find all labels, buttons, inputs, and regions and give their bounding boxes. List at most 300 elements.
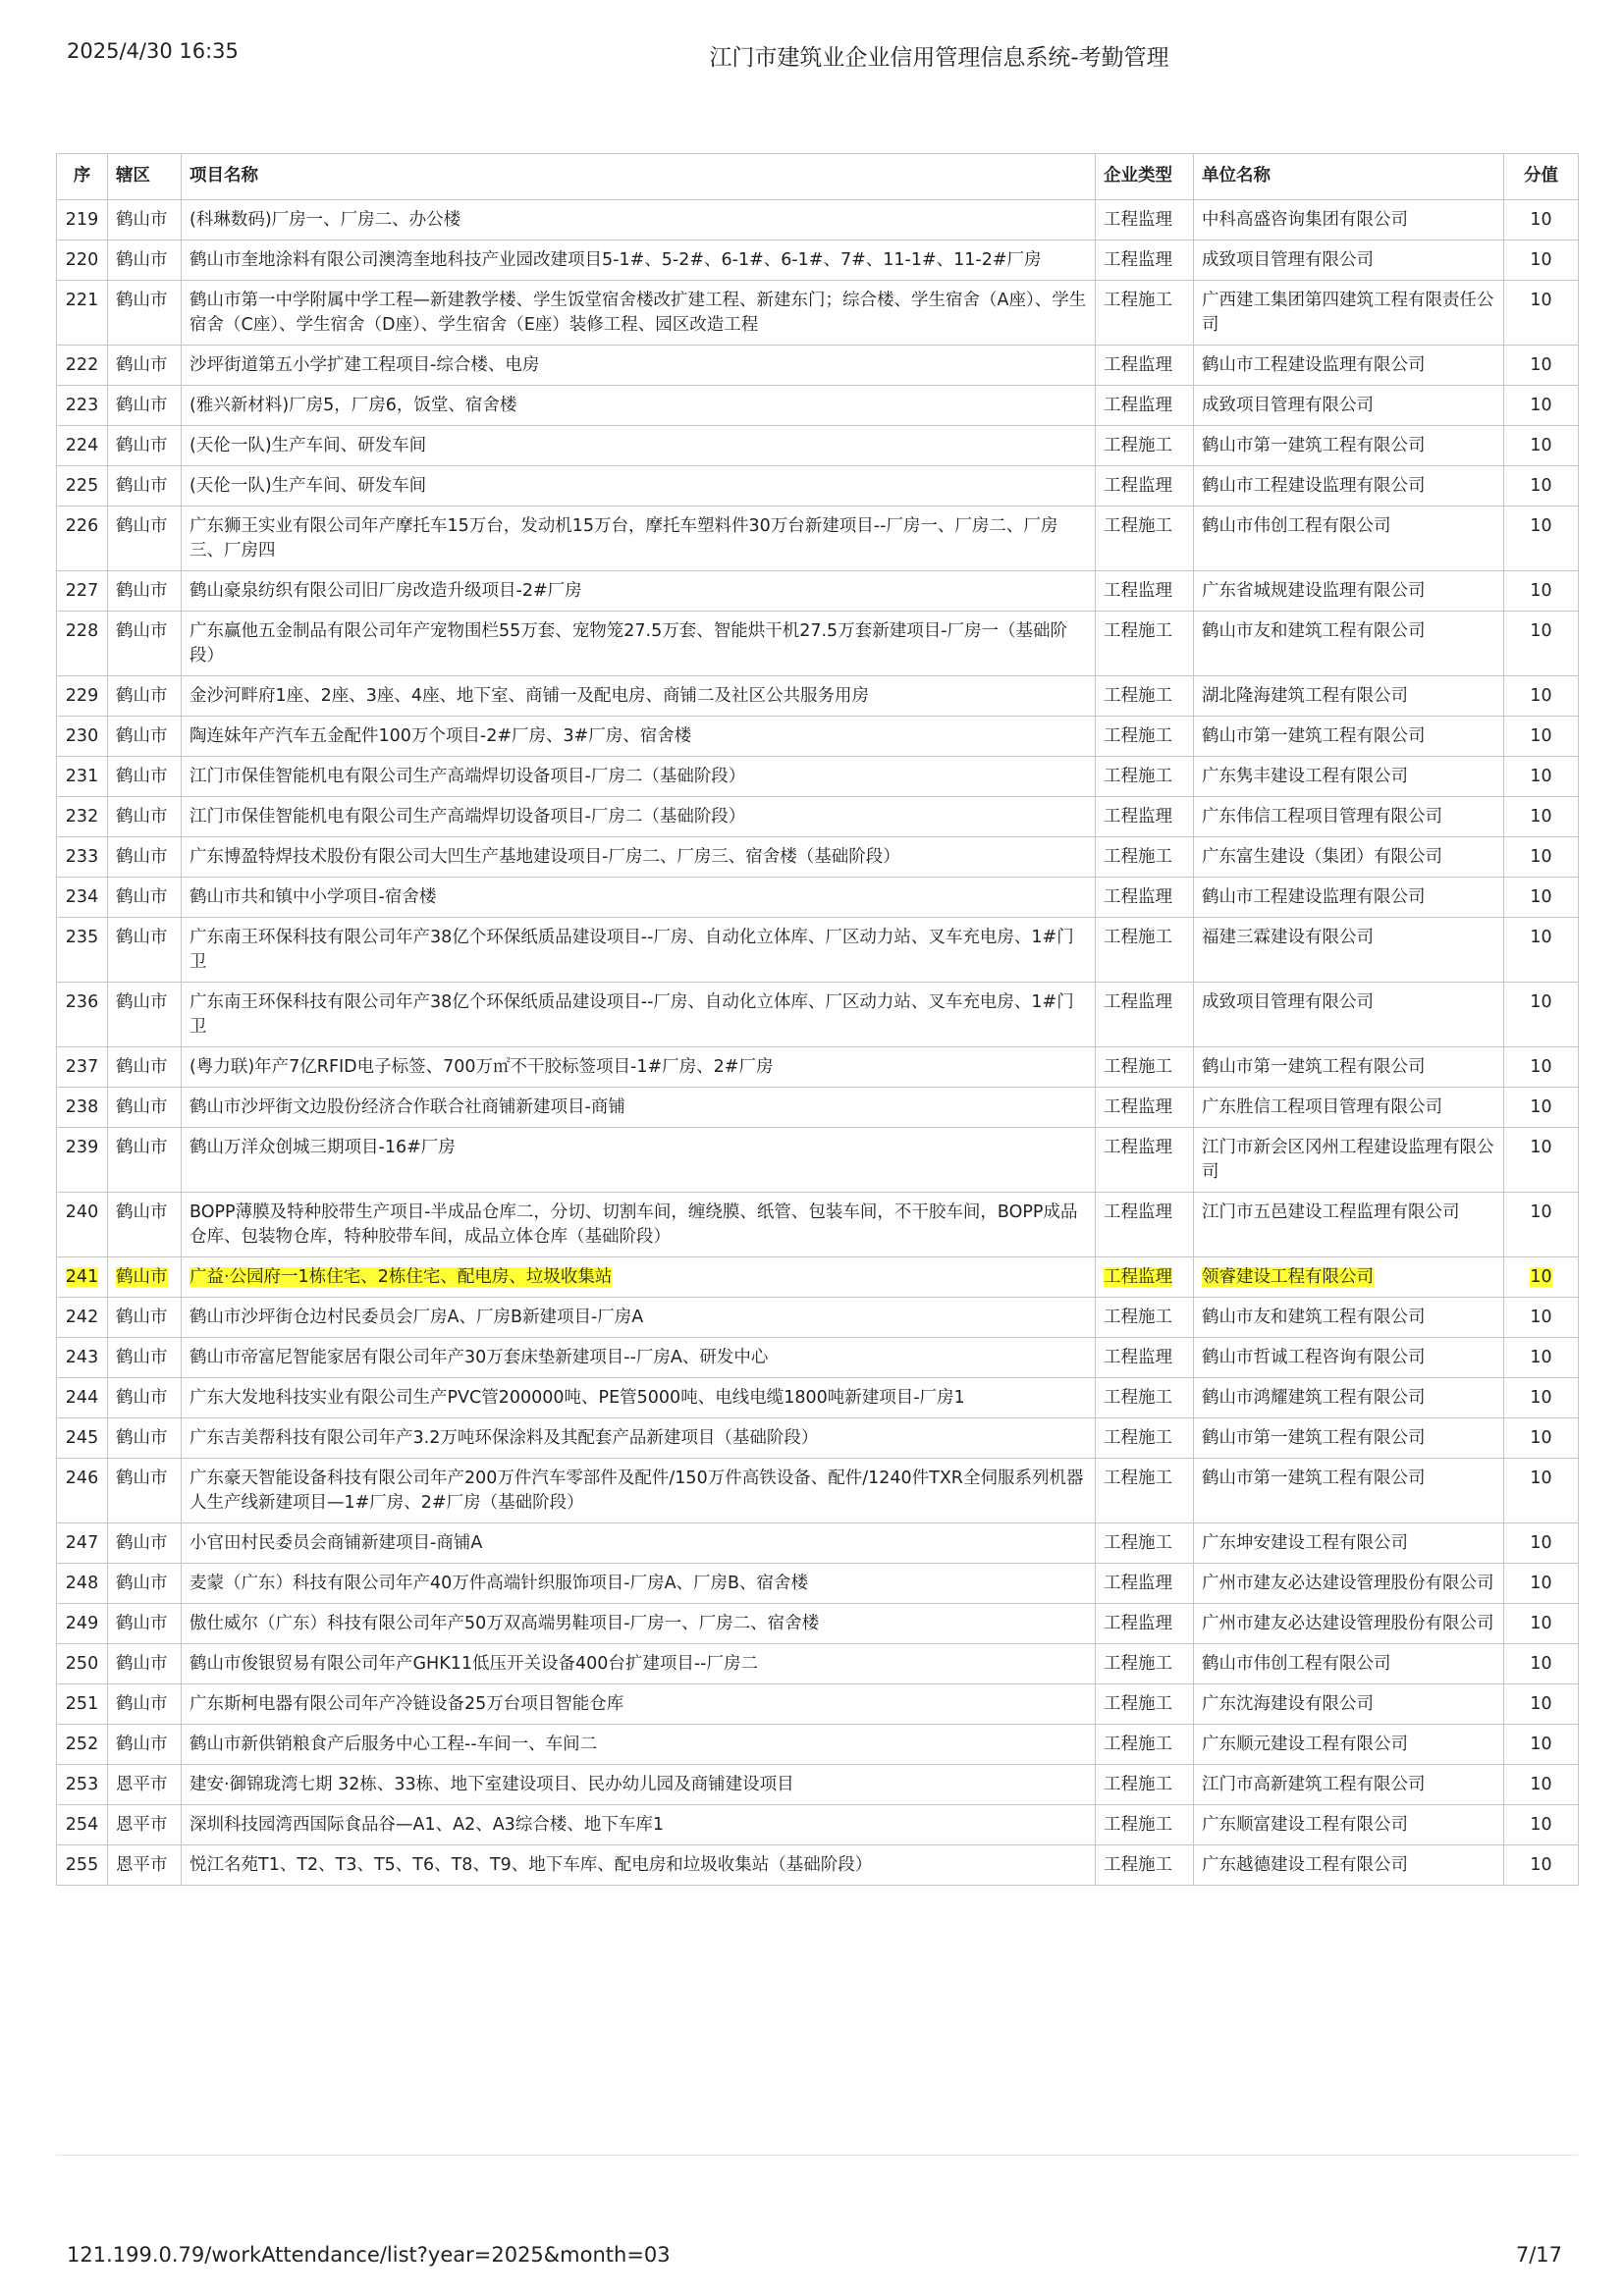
- cell-seq: [57, 1418, 108, 1459]
- cell-district-text: 鹤山市: [116, 476, 168, 496]
- cell-seq: [57, 1845, 108, 1886]
- cell-score: [1504, 1684, 1579, 1725]
- cell-project-text: (科琳数码)厂房一、厂房二、办公楼: [189, 210, 461, 230]
- cell-type-text: 工程施工: [1104, 686, 1172, 706]
- cell-seq-text: 253: [65, 1775, 99, 1794]
- cell-unit-text: 成致项目管理有限公司: [1202, 396, 1374, 415]
- cell-project: [182, 676, 1096, 717]
- cell-unit-text: 成致项目管理有限公司: [1202, 992, 1374, 1012]
- cell-type: [1096, 466, 1194, 507]
- page-title-text: 江门市建筑业企业信用管理信息系统-考勤管理: [709, 45, 1169, 71]
- cell-score: [1504, 426, 1579, 466]
- table-row: [57, 1257, 1579, 1298]
- cell-project-text: 广东斯柯电器有限公司年产冷链设备25万台项目智能仓库: [189, 1694, 624, 1714]
- cell-unit-text: 鹤山市伟创工程有限公司: [1202, 516, 1391, 536]
- cell-type-text: 工程监理: [1104, 1138, 1172, 1157]
- cell-project-text: 鹤山市共和镇中小学项目-宿舍楼: [189, 887, 437, 907]
- col-header-district: 辖区: [108, 154, 182, 200]
- cell-score: [1504, 1047, 1579, 1088]
- cell-score: [1504, 1257, 1579, 1298]
- cell-unit: [1194, 1378, 1504, 1418]
- cell-project: [182, 1128, 1096, 1193]
- cell-project-text: (雅兴新材料)厂房5，厂房6，饭堂、宿舍楼: [189, 396, 517, 415]
- cell-score: [1504, 1845, 1579, 1886]
- cell-score-text: 10: [1530, 1694, 1552, 1714]
- cell-score: [1504, 571, 1579, 612]
- cell-seq-text: 248: [65, 1574, 99, 1593]
- cell-score: [1504, 346, 1579, 386]
- cell-district-text: 鹤山市: [116, 726, 168, 746]
- cell-seq: [57, 1088, 108, 1128]
- cell-type: [1096, 837, 1194, 878]
- cell-type: [1096, 1523, 1194, 1564]
- cell-project: [182, 1684, 1096, 1725]
- cell-unit-text: 广东胜信工程项目管理有限公司: [1202, 1097, 1442, 1117]
- table-row: [57, 281, 1579, 346]
- cell-district-text: 鹤山市: [116, 621, 168, 641]
- cell-score-text: 10: [1530, 1775, 1552, 1794]
- cell-district: [108, 837, 182, 878]
- cell-score-text: 10: [1530, 1614, 1552, 1633]
- cell-project: [182, 797, 1096, 837]
- cell-district: [108, 1298, 182, 1338]
- cell-unit-text: 广东富生建设（集团）有限公司: [1202, 847, 1442, 867]
- cell-score-text: 10: [1530, 807, 1552, 827]
- cell-type-text: 工程监理: [1104, 1574, 1172, 1593]
- cell-seq: [57, 240, 108, 281]
- cell-type-text: 工程施工: [1104, 1654, 1172, 1674]
- cell-unit-text: 江门市高新建筑工程有限公司: [1202, 1775, 1426, 1794]
- cell-project: [182, 717, 1096, 757]
- cell-unit: [1194, 1418, 1504, 1459]
- cell-district-text: 鹤山市: [116, 1468, 168, 1488]
- cell-unit-text: 鹤山市工程建设监理有限公司: [1202, 355, 1426, 375]
- cell-unit: [1194, 983, 1504, 1047]
- cell-score-text: 10: [1530, 516, 1552, 536]
- col-header-project: 项目名称: [182, 154, 1096, 200]
- cell-type: [1096, 878, 1194, 918]
- cell-score-text: 10: [1530, 1654, 1552, 1674]
- cell-project-text: 鹤山市新供销粮食产后服务中心工程--车间一、车间二: [189, 1735, 598, 1754]
- cell-unit-text: 鹤山市第一建筑工程有限公司: [1202, 436, 1426, 455]
- cell-seq: [57, 612, 108, 676]
- table-row: [57, 1845, 1579, 1886]
- cell-score-text: 10: [1530, 291, 1552, 310]
- cell-seq-text: 238: [65, 1097, 99, 1117]
- cell-seq: [57, 1564, 108, 1604]
- cell-unit-text: 广西建工集团第四建筑工程有限责任公司: [1202, 291, 1494, 335]
- cell-seq: [57, 1128, 108, 1193]
- cell-unit: [1194, 466, 1504, 507]
- cell-seq-text: 225: [65, 476, 99, 496]
- table-row: [57, 757, 1579, 797]
- cell-district: [108, 717, 182, 757]
- table-row: [57, 1604, 1579, 1644]
- cell-score: [1504, 386, 1579, 426]
- table-row: [57, 676, 1579, 717]
- cell-type-text: 工程监理: [1104, 807, 1172, 827]
- cell-project-text: 鹤山万洋众创城三期项目-16#厂房: [189, 1138, 456, 1157]
- cell-unit-text: 鹤山市友和建筑工程有限公司: [1202, 1308, 1426, 1327]
- cell-type: [1096, 983, 1194, 1047]
- cell-seq-text: 224: [65, 436, 99, 455]
- cell-score: [1504, 1459, 1579, 1523]
- cell-type: [1096, 1684, 1194, 1725]
- cell-seq: [57, 1805, 108, 1845]
- cell-type-text: 工程施工: [1104, 1428, 1172, 1448]
- cell-unit-text: 鹤山市工程建设监理有限公司: [1202, 476, 1426, 496]
- cell-seq: [57, 1765, 108, 1805]
- cell-score: [1504, 1193, 1579, 1257]
- cell-project: [182, 1805, 1096, 1845]
- cell-score: [1504, 1564, 1579, 1604]
- cell-district: [108, 1418, 182, 1459]
- cell-district-text: 鹤山市: [116, 1202, 168, 1222]
- cell-type: [1096, 1378, 1194, 1418]
- cell-project: [182, 1765, 1096, 1805]
- table-row: [57, 571, 1579, 612]
- cell-score: [1504, 1644, 1579, 1684]
- cell-district: [108, 1193, 182, 1257]
- cell-project-text: 广东吉美帮科技有限公司年产3.2万吨环保涂料及其配套产品新建项目（基础阶段）: [189, 1428, 819, 1448]
- cell-unit-text: 鹤山市工程建设监理有限公司: [1202, 887, 1426, 907]
- cell-unit-text: 广东沈海建设有限公司: [1202, 1694, 1374, 1714]
- cell-seq-text: 230: [65, 726, 99, 746]
- cell-district: [108, 1765, 182, 1805]
- cell-score: [1504, 983, 1579, 1047]
- cell-project-text: 广东南王环保科技有限公司年产38亿个环保纸质品建设项目--厂房、自动化立体库、厂区动力站、叉车充电房、1#门卫: [189, 928, 1074, 972]
- cell-unit: [1194, 1459, 1504, 1523]
- cell-project-text: 鹤山市帝富尼智能家居有限公司年产30万套床垫新建项目--厂房A、研发中心: [189, 1348, 769, 1367]
- attendance-table: [56, 153, 1579, 1886]
- cell-type: [1096, 717, 1194, 757]
- cell-score-text: 10: [1530, 396, 1552, 415]
- cell-project: [182, 1644, 1096, 1684]
- cell-district-text: 鹤山市: [116, 1735, 168, 1754]
- cell-type-text: 工程监理: [1104, 1348, 1172, 1367]
- col-header-seq: 序: [57, 154, 108, 200]
- cell-project-text: 鹤山市俊银贸易有限公司年产GHK11低压开关设备400台扩建项目--厂房二: [189, 1654, 758, 1674]
- cell-district-text: 鹤山市: [116, 1388, 168, 1408]
- table-row: [57, 507, 1579, 571]
- cell-score: [1504, 240, 1579, 281]
- cell-type-text: 工程施工: [1104, 1308, 1172, 1327]
- table-row: [57, 1298, 1579, 1338]
- cell-district-text: 鹤山市: [116, 992, 168, 1012]
- cell-district-text: 鹤山市: [116, 210, 168, 230]
- cell-seq: [57, 1047, 108, 1088]
- cell-type: [1096, 571, 1194, 612]
- table-row: [57, 1805, 1579, 1845]
- cell-district: [108, 1684, 182, 1725]
- cell-seq: [57, 1523, 108, 1564]
- cell-score: [1504, 676, 1579, 717]
- cell-unit-text: 成致项目管理有限公司: [1202, 250, 1374, 270]
- cell-unit: [1194, 346, 1504, 386]
- cell-score-text: 10: [1530, 1097, 1552, 1117]
- cell-unit-text: 鹤山市第一建筑工程有限公司: [1202, 1057, 1426, 1077]
- cell-type: [1096, 1604, 1194, 1644]
- cell-unit-text: 福建三霖建设有限公司: [1202, 928, 1374, 947]
- table-row: [57, 386, 1579, 426]
- cell-seq: [57, 676, 108, 717]
- cell-type: [1096, 1047, 1194, 1088]
- cell-project: [182, 507, 1096, 571]
- cell-district-text: 鹤山市: [116, 1533, 168, 1553]
- cell-district: [108, 612, 182, 676]
- cell-seq-text: 251: [65, 1694, 99, 1714]
- cell-project: [182, 1338, 1096, 1378]
- table-row: [57, 1128, 1579, 1193]
- cell-project: [182, 1523, 1096, 1564]
- cell-seq-text: 242: [65, 1308, 99, 1327]
- table-body: [57, 200, 1579, 1886]
- cell-project: [182, 1604, 1096, 1644]
- cell-project: [182, 1418, 1096, 1459]
- cell-seq-text: 226: [65, 516, 99, 536]
- cell-score: [1504, 1418, 1579, 1459]
- cell-project-text: BOPP薄膜及特种胶带生产项目-半成品仓库二，分切、切割车间，缠绕膜、纸管、包装车间，不干胶车间，BOPP成品仓库、包装物仓库，特种胶带车间，成品立体仓库（基础阶段）: [189, 1202, 1078, 1247]
- cell-score-text: 10: [1530, 887, 1552, 907]
- col-header-type: 企业类型: [1096, 154, 1194, 200]
- cell-project-text: 广东博盈特焊技术股份有限公司大凹生产基地建设项目-厂房二、厂房三、宿舍楼（基础阶段）: [189, 847, 900, 867]
- cell-unit: [1194, 612, 1504, 676]
- page-number: 7/17: [1515, 2243, 1562, 2267]
- cell-type-text: 工程施工: [1104, 1735, 1172, 1754]
- cell-unit: [1194, 240, 1504, 281]
- cell-unit: [1194, 1604, 1504, 1644]
- cell-type: [1096, 1845, 1194, 1886]
- cell-type: [1096, 281, 1194, 346]
- cell-district: [108, 281, 182, 346]
- cell-project: [182, 346, 1096, 386]
- cell-type: [1096, 1805, 1194, 1845]
- cell-type: [1096, 757, 1194, 797]
- cell-unit: [1194, 676, 1504, 717]
- cell-district-text: 鹤山市: [116, 767, 168, 786]
- cell-seq: [57, 983, 108, 1047]
- cell-project-text: 江门市保佳智能机电有限公司生产高端焊切设备项目-厂房二（基础阶段）: [189, 767, 746, 786]
- cell-project-text: 鹤山市沙坪街文边股份经济合作联合社商铺新建项目-商铺: [189, 1097, 625, 1117]
- cell-type-text: 工程监理: [1104, 1097, 1172, 1117]
- table-row: [57, 1378, 1579, 1418]
- table-row: [57, 878, 1579, 918]
- cell-type-text: 工程监理: [1104, 355, 1172, 375]
- cell-score: [1504, 507, 1579, 571]
- cell-district: [108, 1644, 182, 1684]
- cell-district-text: 恩平市: [116, 1855, 168, 1875]
- cell-score-text: 10: [1530, 992, 1552, 1012]
- cell-score-text: 10: [1530, 250, 1552, 270]
- cell-score: [1504, 1088, 1579, 1128]
- cell-seq-text: 236: [65, 992, 99, 1012]
- cell-project: [182, 1047, 1096, 1088]
- cell-project: [182, 1298, 1096, 1338]
- cell-score: [1504, 200, 1579, 240]
- cell-seq-text: 255: [65, 1855, 99, 1875]
- cell-seq-text: 229: [65, 686, 99, 706]
- cell-district: [108, 1128, 182, 1193]
- cell-type: [1096, 1128, 1194, 1193]
- cell-score-text: 10: [1530, 726, 1552, 746]
- cell-score: [1504, 837, 1579, 878]
- cell-district: [108, 386, 182, 426]
- cell-type-text: 工程监理: [1104, 887, 1172, 907]
- cell-district: [108, 1047, 182, 1088]
- cell-type: [1096, 386, 1194, 426]
- cell-project-text: 广益·公园府一1栋住宅、2栋住宅、配电房、垃圾收集站: [189, 1267, 613, 1287]
- cell-district-text: 恩平市: [116, 1775, 168, 1794]
- cell-type: [1096, 1644, 1194, 1684]
- cell-type: [1096, 1338, 1194, 1378]
- cell-unit-text: 中科高盛咨询集团有限公司: [1202, 210, 1408, 230]
- cell-seq-text: 231: [65, 767, 99, 786]
- cell-type: [1096, 1088, 1194, 1128]
- cell-district-text: 鹤山市: [116, 887, 168, 907]
- cell-score: [1504, 1604, 1579, 1644]
- cell-project-text: 陶连妹年产汽车五金配件100万个项目-2#厂房、3#厂房、宿舍楼: [189, 726, 692, 746]
- cell-type: [1096, 507, 1194, 571]
- cell-unit-text: 领睿建设工程有限公司: [1202, 1267, 1374, 1287]
- cell-type-text: 工程监理: [1104, 1614, 1172, 1633]
- cell-score: [1504, 1338, 1579, 1378]
- cell-unit: [1194, 281, 1504, 346]
- cell-project: [182, 386, 1096, 426]
- cell-project-text: 麦蒙（广东）科技有限公司年产40万件高端针织服饰项目-厂房A、厂房B、宿舍楼: [189, 1574, 809, 1593]
- cell-district-text: 鹤山市: [116, 1097, 168, 1117]
- table-row: [57, 1644, 1579, 1684]
- cell-score: [1504, 281, 1579, 346]
- cell-unit-text: 江门市新会区冈州工程建设监理有限公司: [1202, 1138, 1494, 1182]
- cell-seq: [57, 346, 108, 386]
- cell-seq-text: 245: [65, 1428, 99, 1448]
- cell-seq-text: 252: [65, 1735, 99, 1754]
- cell-unit: [1194, 717, 1504, 757]
- cell-unit: [1194, 878, 1504, 918]
- cell-district: [108, 346, 182, 386]
- table-row: [57, 918, 1579, 983]
- cell-district-text: 鹤山市: [116, 1057, 168, 1077]
- cell-score-text: 10: [1530, 581, 1552, 601]
- cell-project: [182, 612, 1096, 676]
- cell-unit-text: 广东省城规建设监理有限公司: [1202, 581, 1426, 601]
- cell-district-text: 鹤山市: [116, 1694, 168, 1714]
- cell-seq: [57, 466, 108, 507]
- cell-type: [1096, 240, 1194, 281]
- cell-unit: [1194, 1338, 1504, 1378]
- table-header-row: [57, 154, 1579, 200]
- table-row: [57, 717, 1579, 757]
- cell-district-text: 鹤山市: [116, 1428, 168, 1448]
- cell-project-text: 江门市保佳智能机电有限公司生产高端焊切设备项目-厂房二（基础阶段）: [189, 807, 746, 827]
- cell-district: [108, 200, 182, 240]
- cell-seq: [57, 757, 108, 797]
- cell-district: [108, 1805, 182, 1845]
- cell-district: [108, 240, 182, 281]
- cell-score-text: 10: [1530, 1428, 1552, 1448]
- cell-seq-text: 243: [65, 1348, 99, 1367]
- cell-unit: [1194, 757, 1504, 797]
- cell-district: [108, 983, 182, 1047]
- cell-project-text: 悦江名苑T1、T2、T3、T5、T6、T8、T9、地下车库、配电房和垃圾收集站（基础阶段）: [189, 1855, 873, 1875]
- cell-score-text: 10: [1530, 621, 1552, 641]
- cell-project-text: 沙坪街道第五小学扩建工程项目-综合楼、电房: [189, 355, 540, 375]
- cell-seq: [57, 200, 108, 240]
- cell-type-text: 工程监理: [1104, 396, 1172, 415]
- cell-project: [182, 281, 1096, 346]
- cell-district-text: 恩平市: [116, 1815, 168, 1835]
- cell-type: [1096, 346, 1194, 386]
- cell-unit-text: 江门市五邑建设工程监理有限公司: [1202, 1202, 1460, 1222]
- cell-district-text: 鹤山市: [116, 436, 168, 455]
- cell-score-text: 10: [1530, 1057, 1552, 1077]
- cell-score: [1504, 918, 1579, 983]
- cell-score: [1504, 1298, 1579, 1338]
- cell-score-text: 10: [1530, 1308, 1552, 1327]
- cell-district: [108, 571, 182, 612]
- table-row: [57, 1338, 1579, 1378]
- cell-score: [1504, 878, 1579, 918]
- cell-unit-text: 广东顺富建设工程有限公司: [1202, 1815, 1408, 1835]
- cell-type-text: 工程施工: [1104, 436, 1172, 455]
- cell-unit-text: 鹤山市第一建筑工程有限公司: [1202, 726, 1426, 746]
- cell-district-text: 鹤山市: [116, 1348, 168, 1367]
- cell-type-text: 工程施工: [1104, 1815, 1172, 1835]
- cell-district: [108, 1378, 182, 1418]
- cell-unit: [1194, 797, 1504, 837]
- cell-district: [108, 1088, 182, 1128]
- cell-project-text: 傲仕威尔（广东）科技有限公司年产50万双高端男鞋项目-厂房一、厂房二、宿舍楼: [189, 1614, 820, 1633]
- cell-project-text: 鹤山市沙坪街仓边村民委员会厂房A、厂房B新建项目-厂房A: [189, 1308, 644, 1327]
- cell-project-text: 广东豪天智能设备科技有限公司年产200万件汽车零部件及配件/150万件高铁设备、配件/1240件TXR全伺服系列机器人生产线新建项目—1#厂房、2#厂房（基础阶段）: [189, 1468, 1084, 1513]
- cell-score-text: 10: [1530, 1735, 1552, 1754]
- cell-type-text: 工程施工: [1104, 1468, 1172, 1488]
- cell-type-text: 工程施工: [1104, 1057, 1172, 1077]
- cell-district: [108, 466, 182, 507]
- cell-seq: [57, 386, 108, 426]
- cell-project: [182, 1257, 1096, 1298]
- cell-seq: [57, 1604, 108, 1644]
- table-row: [57, 1418, 1579, 1459]
- cell-seq-text: 237: [65, 1057, 99, 1077]
- cell-unit-text: 广东伟信工程项目管理有限公司: [1202, 807, 1442, 827]
- cell-unit-text: 湖北隆海建筑工程有限公司: [1202, 686, 1408, 706]
- table-row: [57, 200, 1579, 240]
- cell-seq-text: 244: [65, 1388, 99, 1408]
- cell-project: [182, 983, 1096, 1047]
- cell-district-text: 鹤山市: [116, 1308, 168, 1327]
- cell-score-text: 10: [1530, 1267, 1552, 1287]
- table-row: [57, 1725, 1579, 1765]
- cell-project: [182, 426, 1096, 466]
- cell-seq-text: 219: [65, 210, 99, 230]
- cell-district: [108, 426, 182, 466]
- cell-unit-text: 鹤山市伟创工程有限公司: [1202, 1654, 1391, 1674]
- cell-seq: [57, 1193, 108, 1257]
- cell-type-text: 工程监理: [1104, 581, 1172, 601]
- cell-score-text: 10: [1530, 476, 1552, 496]
- cell-score-text: 10: [1530, 355, 1552, 375]
- table-row: [57, 797, 1579, 837]
- cell-seq-text: 241: [65, 1267, 99, 1287]
- table-row: [57, 983, 1579, 1047]
- table-row: [57, 466, 1579, 507]
- cell-seq: [57, 1378, 108, 1418]
- cell-score-text: 10: [1530, 436, 1552, 455]
- cell-type: [1096, 200, 1194, 240]
- cell-project: [182, 757, 1096, 797]
- cell-project: [182, 918, 1096, 983]
